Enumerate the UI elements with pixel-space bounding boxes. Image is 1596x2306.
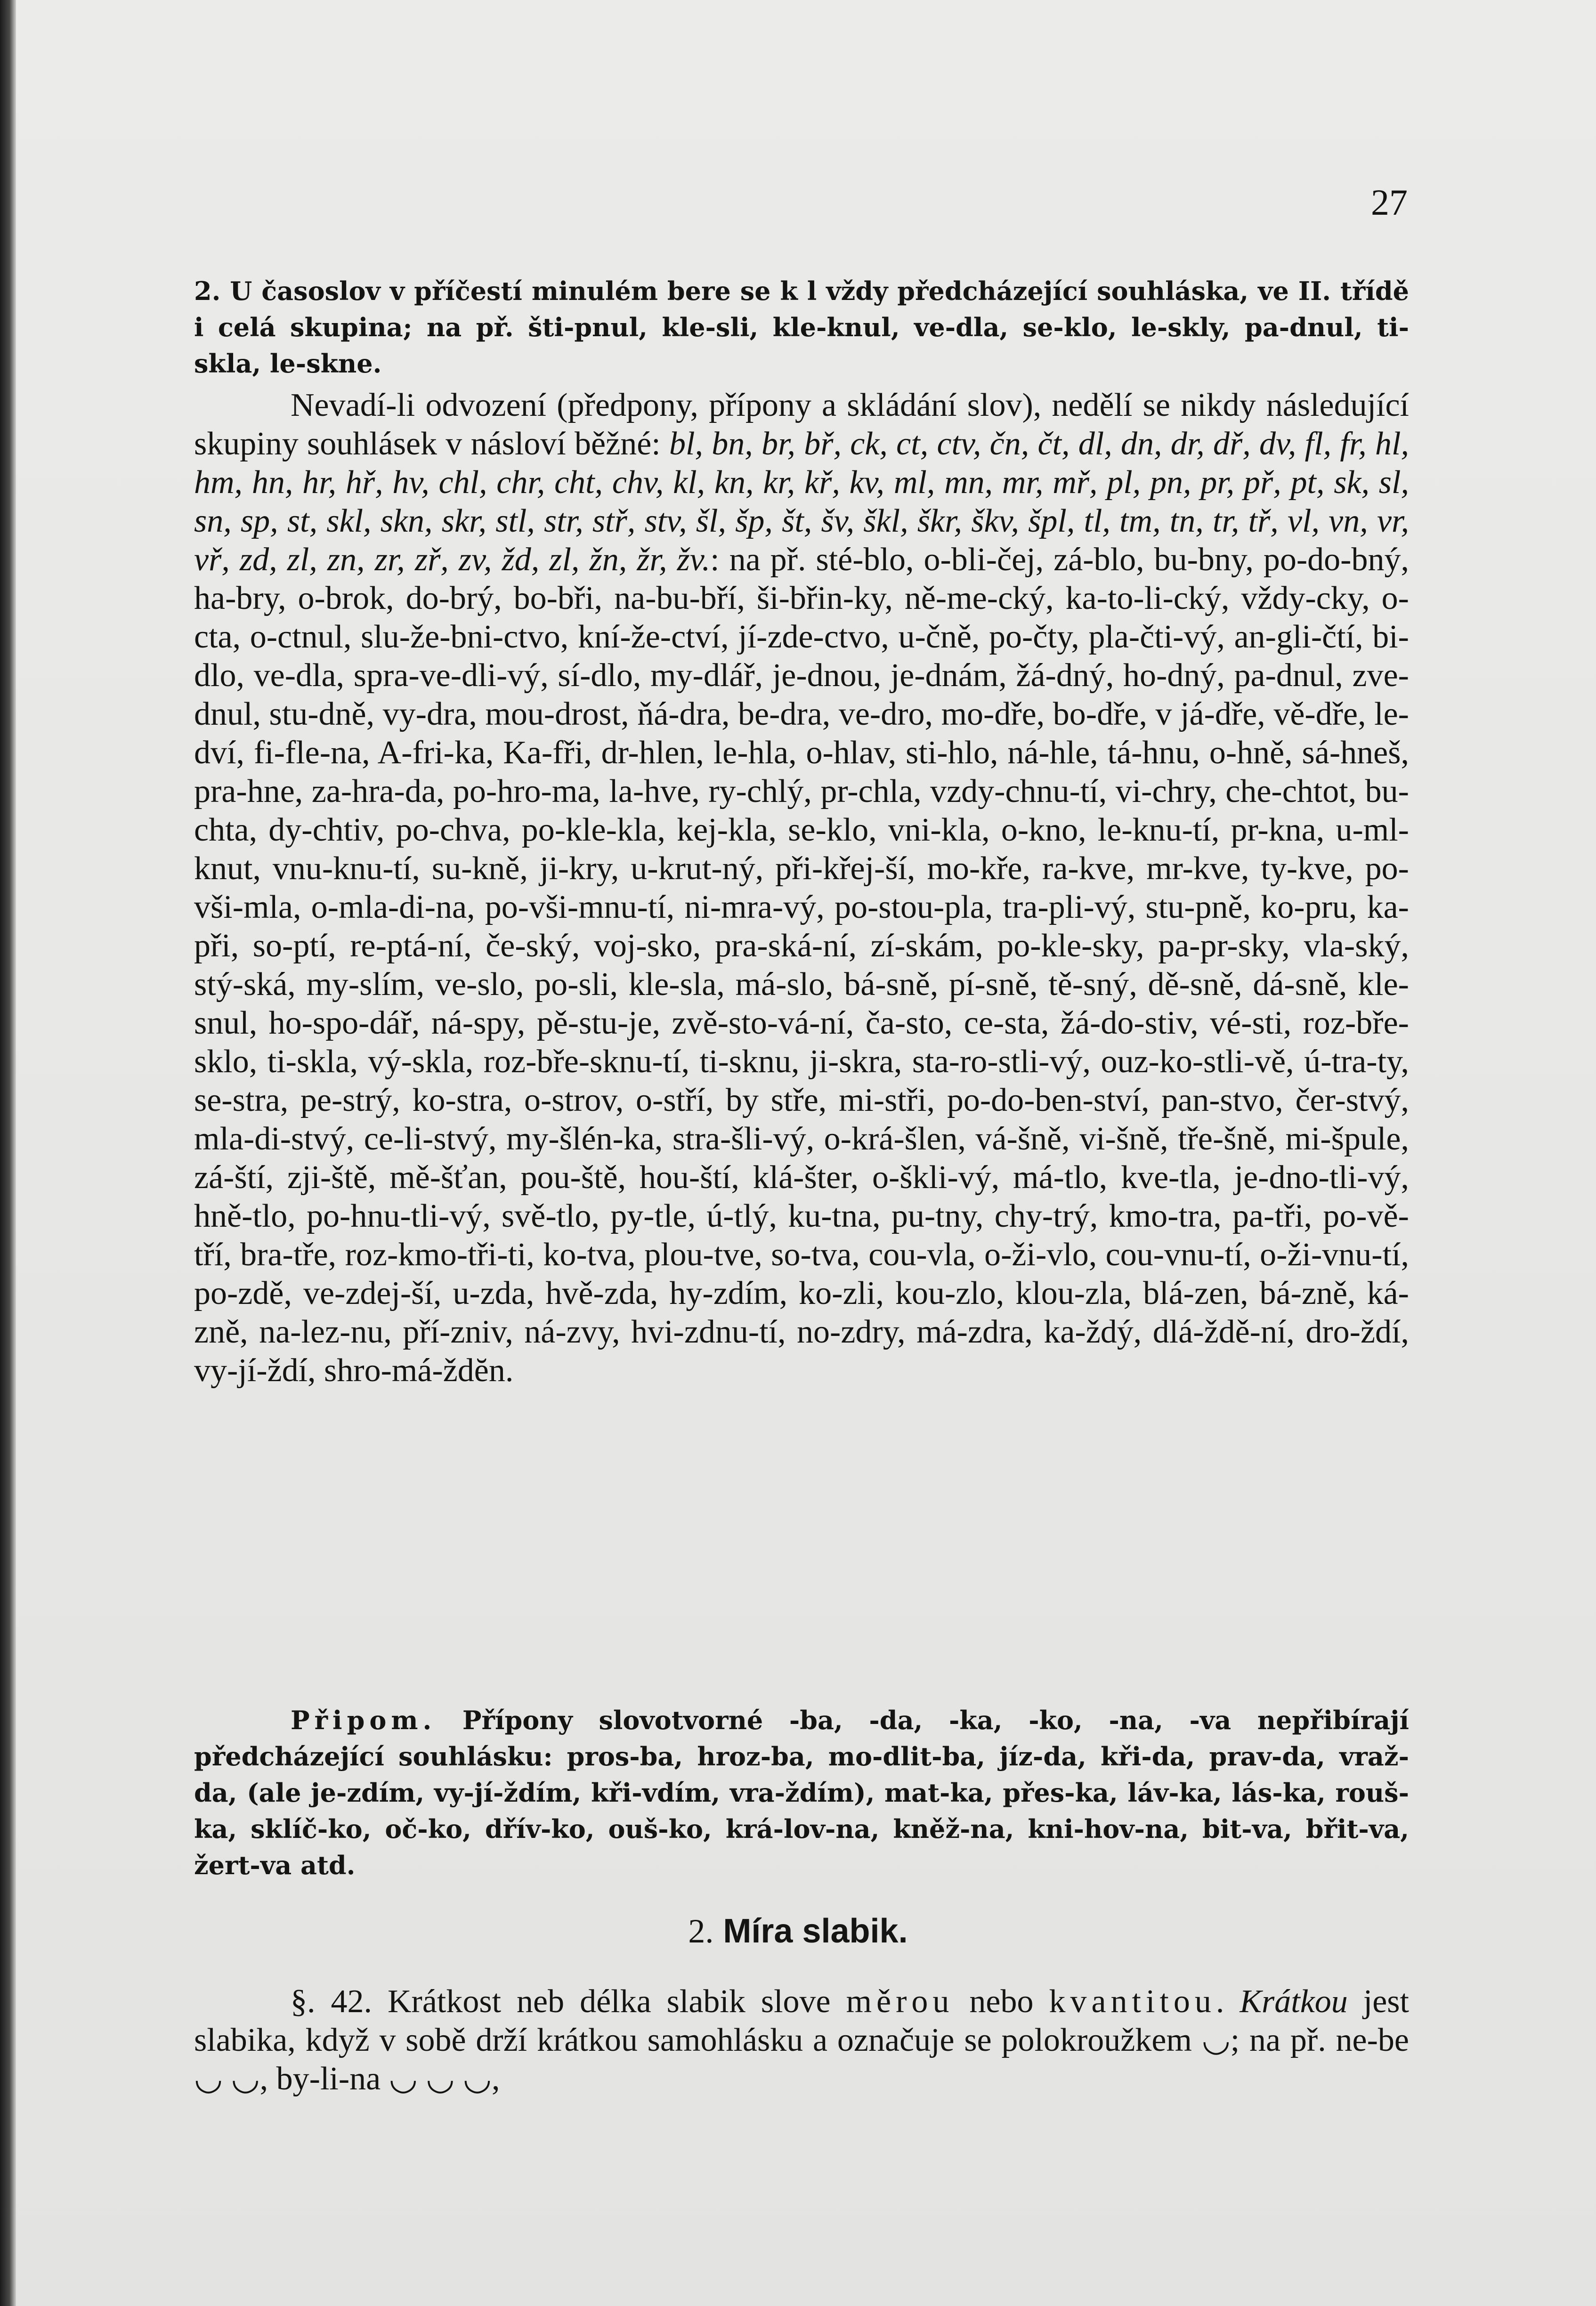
- paragraph-42-part-d: jest slabika, když v sobě drží krátkou samohlásku a označuje se polokroužkem ◡; na př. ne-be ◡ ◡, by-li-na ◡ ◡ ◡,: [194, 1983, 1410, 2097]
- paragraph-42-part-b: nebo: [954, 1983, 1049, 2020]
- paragraph-42-part-c: .: [1215, 1983, 1240, 2020]
- paragraph-42-number: §. 42.: [291, 1983, 372, 2020]
- examples-list: : na př. sté-blo, o-bli-čej, zá-blo, bu-bny, po-do-bný, ha-bry, o-brok, do-brý, bo-bři, na-bu-bří, ši-břin-ky, ně-me-cký, ka-to-li-cký, vždy-cky, o-cta, o-ctnul, slu-že-bni-ctvo, kní-že-ctví, jí-zde-ctvo, u-čně, po-čty, pla-čti-vý, an-gli-čtí, bi-dlo, ve-dla, spra-ve-dli-vý, sí-dlo, my-dlář, je-dnou, je-dnám, žá-dný, ho-dný, pa-dnul, zve-dnul, stu-dně, vy-dra, mou-drost, ňá-dra, be-dra, ve-dro, mo-dře, bo-dře, v já-dře, vě-dře, le-dví, fi-fle-na, A-fri-ka, Ka-fři, dr-hlen, le-hla, o-hlav, sti-hlo, ná-hle, tá-hnu, o-hně, sá-hneš, pra-hne, za-hra-da, po-hro-ma, la-hve, ry-chlý, pr-chla, vzdy-chnu-tí, vi-chry, che-chtot, bu-chta, dy-chtiv, po-chva, po-kle-kla, kej-kla, se-klo, vni-kla, o-kno, le-knu-tí, pr-kna, u-ml-knut, vnu-knu-tí, su-kně, ji-kry, u-krut-ný, při-křej-ší, mo-kře, ra-kve, mr-kve, ty-kve, po-vši-mla, o-mla-di-na, po-vši-mnu-tí, ni-mra-vý, po-stou-pla, tra-pli-vý, stu-pně, ko-pru, ka-při, so-ptí, re-ptá-ní, če-ský, voj-sko, pra-ská-ní, zí-skám, po-kle-sky, pa-pr-sky, vla-ský, stý-ská, my-slím, ve-slo, po-sli, kle-sla, má-slo, bá-sně, pí-sně, tě-sný, dě-sně, dá-sně, kle-snul, ho-spo-dář, ná-spy, pě-stu-je, zvě-sto-vá-ní, ča-sto, ce-sta, žá-do-stiv, vé-sti, roz-bře-sklo, ti-skla, vý-skla, roz-bře-sknu-tí, ti-sknu, ji-skra, sta-ro-stli-vý, ouz-ko-stli-vě, ú-tra-ty, se-stra, pe-strý, ko-stra, o-strov, o-stří, by stře, mi-stři, po-do-ben-ství, pan-stvo, čer-stvý, mla-di-stvý, ce-li-stvý, my-šlén-ka, stra-šli-vý, o-krá-šlen, vá-šně, vi-šně, tře-šně, mi-špule, zá-ští, zji-ště, mě-šťan, pou-ště, hou-ští, klá-šter, o-škli-vý, má-tlo, kve-tla, je-dno-tli-vý, hně-tlo, po-hnu-tli-vý, svě-tlo, py-tle, ú-tlý, ku-tna, pu-tny, chy-trý, kmo-tra, pa-tři, po-vě-tří, bra-tře, roz-kmo-tři-ti, ko-tva, plou-tve, so-tva, cou-vla, o-ži-vlo, cou-vnu-tí, o-ži-vnu-tí, po-zdě, ve-zdej-ší, u-zda, hvě-zda, hy-zdím, ko-zli, kou-zlo, klou-zla, blá-zen, bá-zně, ká-zně, na-lez-nu, pří-zniv, ná-zvy, hvi-zdnu-tí, no-zdry, má-zdra, ka-ždý, dlá-ždě-ní, dro-ždí, vy-jí-ždí, shro-má-ždĕn.: [194, 542, 1409, 1389]
- paragraph-intro: Nevadí-li odvození (předpony, přípony a skládání slov), nedělí se nikdy následující skupiny souhlásek v násloví běžné:: [194, 387, 1409, 462]
- term-kratkou: Krátkou: [1240, 1983, 1348, 2020]
- note-2: [194, 273, 1409, 382]
- paragraph-42-part-a: Krátkost neb délka slabik slove: [372, 1983, 846, 2020]
- pripominka: [194, 1702, 1409, 1884]
- term-merou: měrou: [846, 1983, 954, 2020]
- pripominka-text: [194, 1702, 1409, 1884]
- note-2-text: 2. U časoslov v příčestí minulém bere se k l vždy předcházející souhláska, ve II. třídě i celá skupina; na př. šti-pnul, kle-sli, kle-knul, ve-dla, se-klo, le-skly, pa-dnul, ti-skla, le-skne.: [194, 276, 1409, 379]
- page-number: 27: [1371, 182, 1408, 223]
- section-title: Míra slabik.: [723, 1912, 908, 1950]
- pripominka-body: Přípony slovotvorné -ba, -da, -ka, -ko, -na, -va nepřibírají předcházející souhlásku: pros-ba, hroz-ba, mo-dlit-ba, jíz-da, kři-da, prav-da, vraž-da, (ale je-zdím, vy-jí-ždím, kři-vdím, vra-ždím), mat-ka, přes-ka, láv-ka, lás-ka, rouš-ka, sklíč-ko, oč-ko, dřív-ko, ouš-ko, krá-lov-na, kněž-na, kni-hov-na, bit-va, břit-va, žert-va atd.: [194, 1705, 1409, 1880]
- paragraph-clusters-text: [194, 386, 1409, 1390]
- paragraph-clusters: [194, 386, 1409, 1390]
- pripominka-label: Připom.: [291, 1705, 437, 1735]
- binding-edge: [0, 0, 16, 2306]
- paragraph-42-text: [194, 1982, 1409, 2098]
- section-number: 2.: [688, 1912, 714, 1950]
- section-heading: [0, 1912, 1596, 1951]
- cluster-list: bl, bn, br, bř, ck, ct, ctv, čn, čt, dl, dn, dr, dř, dv, fl, fr, hl, hm, hn, hr, hř, hv, chl, chr, cht, chv, kl, kn, kr, kř, kv, ml, mn, mr, mř, pl, pn, pr, př, pt, sk, sl, sn, sp, st, skl, skn, skr, stl, str, stř, stv, šl, šp, št, šv, škl, škr, škv, špl, tl, tm, tn, tr, tř, vl, vn, vr, vř, zd, zl, zn, zr, zř, zv, žd, zl, žn, žr, žv.: [194, 426, 1409, 578]
- term-kvantitou: kvantitou: [1049, 1983, 1216, 2020]
- paragraph-42: [194, 1982, 1409, 2098]
